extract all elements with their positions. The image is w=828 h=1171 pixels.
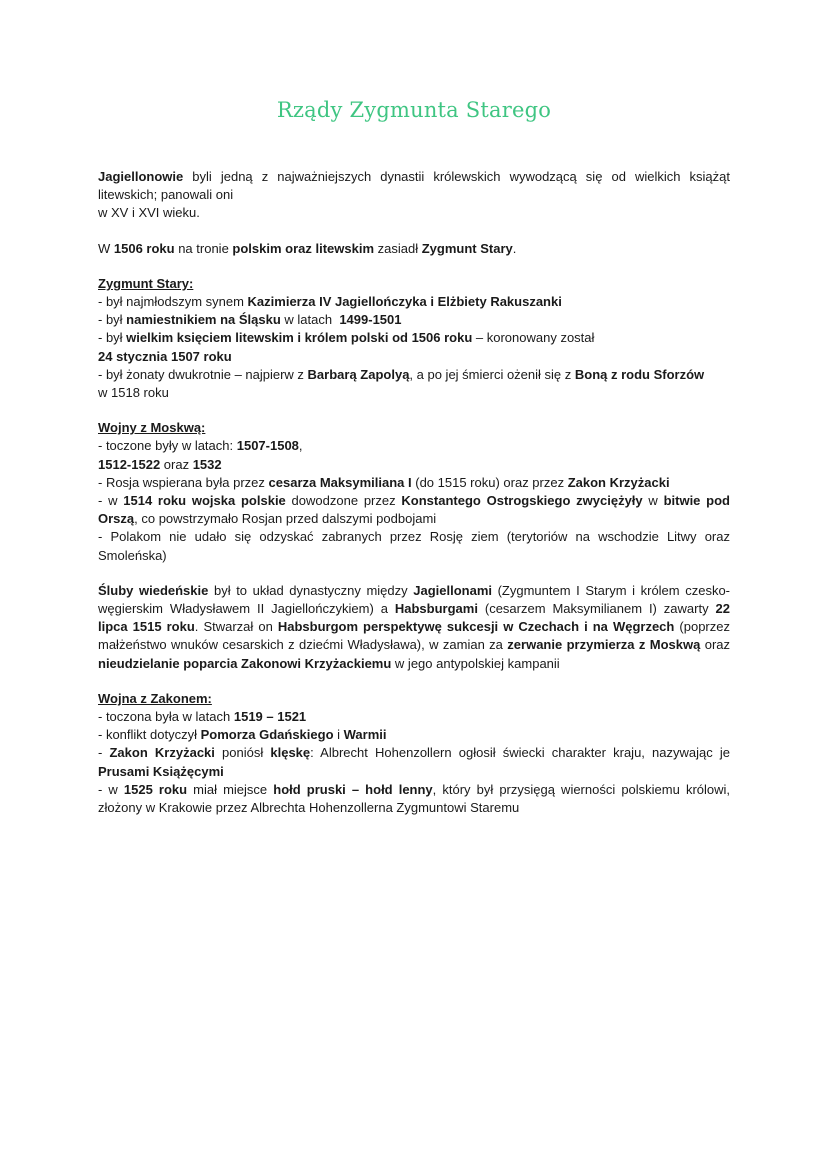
text: , co powstrzymało Rosjan przed dalszymi podbojami	[134, 511, 437, 527]
text: był to układ dynastyczny między	[208, 582, 414, 598]
text: - był	[98, 312, 127, 328]
text: - był	[98, 330, 127, 346]
intro-line-2: w XV i XVI wieku.	[98, 205, 200, 221]
text: .	[512, 240, 517, 256]
list-item	[98, 437, 730, 455]
bold-text: zerwanie przymierza z Moskwą	[507, 637, 701, 653]
text: , który był przysięgą wierności polskiemu królowi, złożony w Krakowie przez Albrechta Hohenzollerna Zygmuntowi Staremu	[98, 781, 731, 816]
text: , a po jej śmierci ożenił się z	[409, 366, 575, 382]
text: na tronie	[174, 240, 233, 256]
text: (Zygmuntem I Starym i królem czesko-węgierskim Władysławem II Jagiellończykiem) a	[98, 582, 731, 617]
text: byli jedną z najważniejszych dynastii królewskich wywodzącą się od wielkich książąt litewskich; panowali oni	[98, 169, 730, 203]
text: w	[642, 493, 664, 509]
text: - toczona była w latach	[98, 709, 234, 725]
bold-text: Konstantego Ostrogskiego zwyciężyły	[401, 493, 643, 509]
text: oraz	[160, 456, 193, 472]
bold-text: 1514 roku wojska polskie	[123, 493, 286, 509]
list-item	[98, 366, 730, 384]
bold-text: hołd pruski – hołd lenny	[273, 781, 433, 797]
bold-text: Zakon Krzyżacki	[567, 474, 670, 490]
text: - konflikt dotyczył	[98, 727, 201, 743]
bold-text: 1525 roku	[123, 781, 188, 797]
text: oraz	[700, 637, 731, 653]
bold-text: bitwie pod Orszą	[98, 493, 731, 527]
bold-text: Jagiellonami	[413, 582, 492, 598]
text: - był żonaty dwukrotnie – najpierw z	[98, 366, 308, 382]
bold-text: Habsburgami	[394, 601, 478, 617]
text: -	[98, 745, 110, 761]
text: w latach	[280, 312, 340, 328]
list-item-continuation	[98, 348, 730, 366]
list-item	[98, 311, 730, 329]
page-title: Rządy Zygmunta Starego	[276, 98, 552, 122]
text: - w	[98, 781, 124, 797]
bold-text: wielkim księciem litewskim i królem polski od 1506 roku	[126, 330, 473, 346]
text: (cesarzem Maksymilianem I) zawarty	[477, 601, 716, 617]
list-item	[98, 744, 730, 780]
list-item	[98, 329, 730, 347]
paragraph-sluby	[98, 582, 730, 673]
list-item	[98, 474, 730, 492]
bold-text: Zakon Krzyżacki	[109, 745, 215, 761]
bold-text: klęskę	[270, 745, 311, 761]
section-heading-zakon: Wojna z Zakonem:	[98, 690, 212, 706]
bold-text: Śluby wiedeńskie	[98, 582, 209, 598]
bold-text: 1519 – 1521	[233, 709, 307, 725]
text: zasiadł	[374, 240, 422, 256]
intro-paragraph	[98, 168, 730, 204]
text: W	[98, 240, 114, 256]
list-item: - Polakom nie udało się odzyskać zabranych przez Rosję ziem (terytoriów na wschodzie Litwy oraz Smoleńska)	[98, 529, 730, 563]
bold-text: nieudzielanie poparcia Zakonowi Krzyżackiemu	[98, 655, 392, 671]
bold-text: Warmii	[343, 727, 387, 743]
section-heading-zygmunt: Zygmunt Stary:	[98, 275, 194, 291]
bold-text: 24 stycznia 1507 roku	[98, 348, 232, 364]
text: - Rosja wspierana była przez	[98, 474, 269, 490]
bold-text: Barbarą Zapolyą	[307, 366, 410, 382]
bold-text: Pomorza Gdańskiego	[200, 727, 334, 743]
bold-text: 22 lipca 1515 roku	[98, 601, 730, 635]
text: miał miejsce	[187, 781, 274, 797]
text: poniósł	[214, 745, 271, 761]
list-item-continuation	[98, 456, 730, 474]
bold-text: Kazimierza IV Jagiellończyka i Elżbiety Rakuszanki	[247, 294, 562, 310]
bold-text: Boną z rodu Sforzów	[574, 366, 705, 382]
bold-text: cesarza Maksymiliana I	[268, 474, 412, 490]
text: – koronowany został	[472, 330, 595, 346]
bold-text: 1507-1508	[236, 438, 299, 454]
text: dowodzone przez	[285, 493, 402, 509]
text: w jego antypolskiej kampanii	[391, 655, 560, 671]
list-item	[98, 781, 730, 817]
text: - w	[98, 493, 124, 509]
bold-text: Habsburgom perspektywę sukcesji w Czechach i na Węgrzech	[277, 619, 675, 635]
text: (do 1515 roku) oraz przez	[411, 474, 568, 490]
text: i	[333, 727, 344, 743]
list-item	[98, 726, 730, 744]
bold-text: polskim oraz litewskim	[232, 240, 375, 256]
bold-text: namiestnikiem na Śląsku	[126, 312, 281, 328]
bold-text: 1506 roku	[113, 240, 175, 256]
bold-text: 1512-1522	[98, 456, 161, 472]
list-item	[98, 293, 730, 311]
text: (poprzez małżeństwo wnuków cesarskich z dziećmi Władysława), w zamian za	[98, 619, 730, 653]
text: - był najmłodszym synem	[98, 294, 248, 310]
list-item-continuation: w 1518 roku	[98, 385, 169, 401]
text: ,	[298, 438, 303, 454]
text: : Albrecht Hohenzollern ogłosił świecki charakter kraju, nazywając je	[310, 745, 731, 761]
bold-text: Zygmunt Stary	[421, 240, 513, 256]
document-body	[98, 168, 730, 817]
list-item	[98, 708, 730, 726]
bold-text: 1532	[192, 456, 222, 472]
section-heading-moskwa: Wojny z Moskwą:	[98, 420, 206, 436]
paragraph-1506	[98, 240, 730, 258]
list-item	[98, 492, 730, 528]
text: . Stwarzał on	[194, 619, 278, 635]
bold-text: Jagiellonowie	[98, 169, 184, 184]
bold-text: 1499-1501	[339, 312, 402, 328]
bold-text: Prusami Książęcymi	[98, 763, 224, 779]
text: - toczone były w latach:	[98, 438, 237, 454]
